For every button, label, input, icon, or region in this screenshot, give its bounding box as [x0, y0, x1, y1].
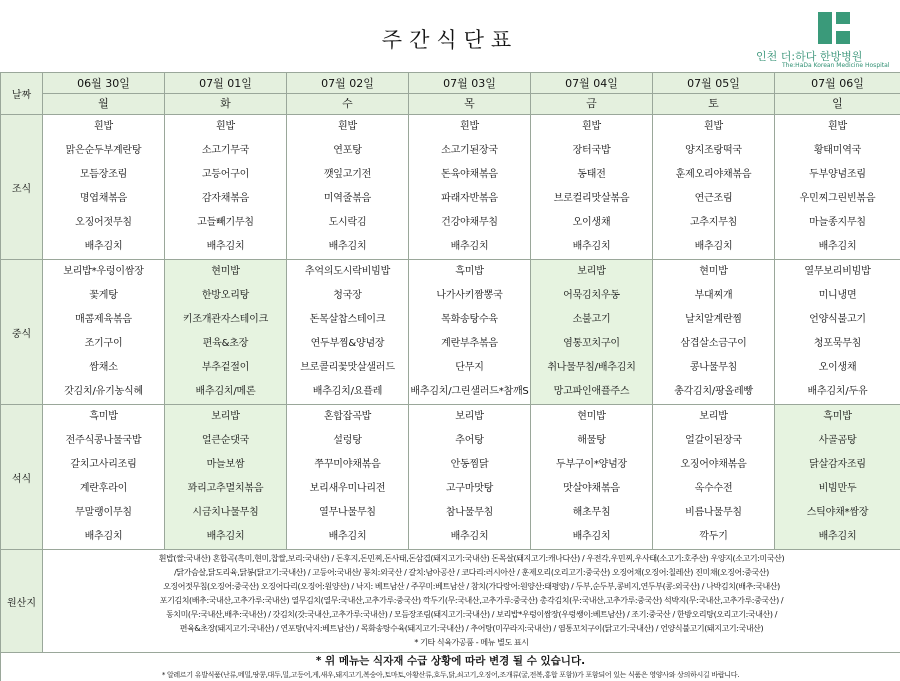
origin-row — [1, 550, 900, 653]
logo-korean-name: 인천 더:하다 한방병원 — [756, 50, 863, 63]
meal-label: 중식 — [1, 260, 43, 405]
menu-item: 오징어야채볶음 — [680, 459, 747, 470]
day-of-week: 일 — [832, 96, 843, 110]
origin-line: 흰밥(쌀:국내산) 혼합곡(흑미,현미,찹쌀,보리:국내산) / 돈후지,돈민찌,돈사태,돈삼겹(돼지고기:국내산) 돈목살(돼지고기:캐나다산) / 우전각,우민찌,우사태(소고기:호주산) 우양지(소고기:미국산) — [158, 554, 785, 563]
meal-cell — [165, 405, 287, 550]
meal-cell — [287, 260, 409, 405]
menu-item: 사골곰탕 — [818, 435, 857, 446]
menu-item: 혼합잡곡밥 — [323, 411, 372, 422]
menu-item: 흰밥 — [216, 121, 235, 132]
menu-item: 배추김치 — [328, 241, 367, 252]
menu-item: 배추김치/메론 — [195, 386, 256, 397]
menu-item: 열무보리비빔밥 — [804, 266, 871, 277]
menu-item: 염통꼬치구이 — [563, 338, 620, 349]
menu-item: 감자채볶음 — [201, 193, 250, 204]
menu-item: 배추김치 — [818, 241, 857, 252]
menu-item: 청포묵무침 — [813, 338, 862, 349]
menu-item: 배추김치 — [450, 531, 489, 542]
day-header-2 — [287, 73, 409, 115]
date-row-label: 날짜 — [1, 73, 43, 115]
menu-item: 모듬장조림 — [79, 169, 128, 180]
notice-row — [1, 653, 900, 681]
menu-item: 설렁탕 — [333, 435, 362, 446]
menu-item: 어묵김치우동 — [563, 290, 620, 301]
menu-item: 해초무침 — [572, 507, 611, 518]
meal-cell — [775, 115, 900, 260]
menu-item: 건강야채무침 — [441, 217, 498, 228]
menu-item: 깻잎고기전 — [323, 169, 372, 180]
menu-item: 흰밥 — [582, 121, 601, 132]
menu-item: 키조개관자스테이크 — [182, 314, 269, 325]
menu-item: 돈육야채볶음 — [441, 169, 498, 180]
day-date: 07월 06일 — [775, 74, 900, 94]
meal-cell — [653, 260, 775, 405]
meal-cell — [531, 260, 653, 405]
day-of-week: 목 — [464, 96, 475, 110]
menu-item: 소고기무국 — [201, 145, 250, 156]
meal-cell — [653, 115, 775, 260]
menu-item: 꽈리고추멸치볶음 — [187, 483, 264, 494]
menu-item: 오이생채 — [572, 217, 611, 228]
day-header-6 — [775, 73, 900, 115]
menu-item: 고추지무침 — [689, 217, 738, 228]
menu-item: 스틱야채*쌈장 — [806, 507, 869, 518]
meal-cell — [43, 115, 165, 260]
meal-cell — [775, 260, 900, 405]
menu-item: 미역줄볶음 — [323, 193, 372, 204]
menu-item: 흰밥 — [338, 121, 357, 132]
logo-english-name: The:HaDa Korean Medicine Hospital — [782, 62, 890, 69]
menu-item: 맑은순두부계란탕 — [65, 145, 142, 156]
menu-item: 부추겉절이 — [201, 362, 250, 373]
menu-item: 갓김치/유기농식혜 — [64, 386, 143, 397]
menu-item: 시금치나물무침 — [192, 507, 259, 518]
menu-item: 흰밥 — [704, 121, 723, 132]
menu-item: 흑미밥 — [89, 411, 118, 422]
menu-item: 오이생채 — [818, 362, 857, 373]
menu-item: 배추김치 — [572, 531, 611, 542]
menu-item: 추어탕 — [455, 435, 484, 446]
menu-item: 흰밥 — [828, 121, 847, 132]
menu-item: 쭈꾸미야채볶음 — [314, 459, 381, 470]
day-date: 07월 02일 — [287, 74, 408, 94]
menu-item: 깍두기 — [699, 531, 728, 542]
menu-item: 추억의도시락비빔밥 — [304, 266, 391, 277]
menu-item: 맛살야채볶음 — [563, 483, 620, 494]
hospital-logo-icon — [818, 12, 854, 44]
day-header-1 — [165, 73, 287, 115]
day-date: 07월 01일 — [165, 74, 286, 94]
menu-item: 쌈채소 — [89, 362, 118, 373]
origin-line: 오징어젓무침(오징어:중국산) 오징어다리(오징어:원양산) / 낙지: 베트남산 / 주꾸미:베트남산 / 참치(가다랑어:원양산:태평양) / 두부,순두부,콩비지,연두부(콩:외국산) / 나박김치(배추:국내산) — [163, 582, 780, 591]
menu-item: 마늘종지무침 — [809, 217, 866, 228]
notice-allergy: * 알레르기 유발식품(난류,메밀,땅콩,대두,밀,고등어,게,새우,돼지고기,복숭아,토마토,아황산류,호두,닭,쇠고기,오징어,조개류(굴,전복,홍합 포함))가 포함되어 있는 식품은 영양사와 상의하시길 바랍니다. — [161, 671, 740, 679]
menu-item: 계란부추볶음 — [441, 338, 498, 349]
menu-item: 계란후라이 — [79, 483, 128, 494]
menu-item: 보리밥 — [699, 411, 728, 422]
menu-item: 총각김치/팡올레빵 — [674, 386, 753, 397]
menu-item: 현미밥 — [699, 266, 728, 277]
menu-item: 고구마맛탕 — [445, 483, 494, 494]
menu-item: 참나물무침 — [445, 507, 494, 518]
day-header-4 — [531, 73, 653, 115]
origin-line: 편육&초장(돼지고기:국내산) / 연포탕(낙지:베트남산) / 목화송탕수육(돼지고기:국내산) / 추어탕(미꾸라지:국내산) / 염통꼬치구이(닭고기:국내산) / 언양식불고기(돼지고기:국내산) — [179, 624, 764, 633]
origin-line: 동치미(무:국내산,배추:국내산) / 갓김치(갓:국내산,고추가루:국내산) / 모듬장조림(돼지고기:국내산) / 보리밥*우렁이쌈장(우렁쌩이:베트남산) / 조기:중국산 / 한방오리탕(오리고기:국내산) / — [165, 610, 778, 619]
menu-item: 고등어구이 — [201, 169, 250, 180]
menu-item: 소고기된장국 — [441, 145, 498, 156]
day-header-5 — [653, 73, 775, 115]
menu-item: 배추김치 — [328, 531, 367, 542]
menu-item: 얼갈이된장국 — [685, 435, 742, 446]
menu-item: 배추김치/그린샐러드*참깨S — [410, 386, 529, 397]
menu-item: 연근조림 — [694, 193, 733, 204]
menu-item: 콩나물무침 — [689, 362, 738, 373]
menu-item: 해물탕 — [577, 435, 606, 446]
meal-cell — [409, 115, 531, 260]
notice-main: * 위 메뉴는 식자재 수급 상황에 따라 변경 될 수 있습니다. — [315, 655, 586, 667]
menu-item: 닭살감자조림 — [809, 459, 866, 470]
menu-item: 단무지 — [455, 362, 484, 373]
menu-item: 양지조랑떡국 — [685, 145, 742, 156]
menu-item: 배추김치 — [818, 531, 857, 542]
menu-item: 소불고기 — [572, 314, 611, 325]
menu-item: 얼큰순댓국 — [201, 435, 250, 446]
origin-info — [43, 550, 900, 653]
menu-item: 목화송탕수육 — [441, 314, 498, 325]
menu-item: 흑미밥 — [823, 411, 852, 422]
day-date: 06월 30일 — [43, 74, 164, 94]
day-header-0 — [43, 73, 165, 115]
origin-line: * 기타 식육가공품 - 메뉴 별도 표시 — [414, 638, 529, 647]
menu-item: 매콤제육볶음 — [75, 314, 132, 325]
meal-cell — [409, 405, 531, 550]
menu-item: 보리밥 — [211, 411, 240, 422]
menu-item: 옥수수전 — [694, 483, 733, 494]
hospital-logo — [752, 8, 900, 68]
menu-item: 고들빼기무침 — [197, 217, 254, 228]
meal-label: 조식 — [1, 115, 43, 260]
menu-item: 우민찌그린빈볶음 — [799, 193, 876, 204]
meal-cell — [165, 115, 287, 260]
menu-item: 배추김치 — [450, 241, 489, 252]
menu-item: 오징어젓무침 — [75, 217, 132, 228]
meal-cell — [531, 115, 653, 260]
day-of-week: 수 — [342, 96, 353, 110]
header — [0, 0, 900, 70]
menu-item: 현미밥 — [577, 411, 606, 422]
menu-item: 한방오리탕 — [201, 290, 250, 301]
menu-item: 전주식콩나물국밥 — [65, 435, 142, 446]
menu-item: 훈제오리야채볶음 — [675, 169, 752, 180]
day-of-week: 금 — [586, 96, 597, 110]
menu-item: 망고파인애플주스 — [553, 386, 630, 397]
day-of-week: 월 — [98, 96, 109, 110]
day-date: 07월 03일 — [409, 74, 530, 94]
menu-item: 동태전 — [577, 169, 606, 180]
menu-item: 조기구이 — [84, 338, 123, 349]
menu-item: 보리밥 — [577, 266, 606, 277]
menu-item: 안동찜닭 — [450, 459, 489, 470]
menu-item: 날치알계란찜 — [685, 314, 742, 325]
menu-item: 배추김치 — [84, 531, 123, 542]
menu-item: 배추김치/요플레 — [312, 386, 383, 397]
meal-cell — [287, 405, 409, 550]
menu-item: 보리새우미나리전 — [309, 483, 386, 494]
meal-cell — [531, 405, 653, 550]
menu-item: 도시락김 — [328, 217, 367, 228]
menu-item: 흰밥 — [94, 121, 113, 132]
menu-item: 배추김치 — [206, 531, 245, 542]
menu-item: 편육&초장 — [202, 338, 249, 349]
menu-item: 갈치고사리조림 — [70, 459, 137, 470]
meal-row-2 — [1, 405, 900, 550]
menu-item: 황태미역국 — [813, 145, 862, 156]
menu-item: 무말랭이무침 — [75, 507, 132, 518]
meal-cell — [775, 405, 900, 550]
origin-label: 원산지 — [1, 550, 43, 653]
menu-item: 배추김치/두유 — [807, 386, 868, 397]
notice — [1, 653, 900, 681]
menu-item: 보리밥 — [455, 411, 484, 422]
menu-item: 두부구이*양념장 — [555, 459, 628, 470]
menu-item: 꽃게탕 — [89, 290, 118, 301]
day-header-3 — [409, 73, 531, 115]
meal-row-0 — [1, 115, 900, 260]
day-date: 07월 05일 — [653, 74, 774, 94]
menu-item: 나가사키짬뽕국 — [436, 290, 503, 301]
menu-item: 돈목살찹스테이크 — [309, 314, 386, 325]
menu-item: 비름나물무침 — [685, 507, 742, 518]
menu-item: 장터국밥 — [572, 145, 611, 156]
meal-cell — [409, 260, 531, 405]
menu-item: 언양식불고기 — [809, 314, 866, 325]
menu-item: 보리밥*우렁이쌈장 — [63, 266, 144, 277]
date-header-row — [1, 73, 900, 115]
menu-item: 흰밥 — [460, 121, 479, 132]
day-of-week: 토 — [708, 96, 719, 110]
meal-row-1 — [1, 260, 900, 405]
menu-item: 삼겹살소금구이 — [680, 338, 747, 349]
menu-item: 부대찌개 — [694, 290, 733, 301]
menu-item: 파래자반볶음 — [441, 193, 498, 204]
menu-item: 연포탕 — [333, 145, 362, 156]
menu-item: 마늘보쌈 — [206, 459, 245, 470]
day-of-week: 화 — [220, 96, 231, 110]
origin-line: 포기김치(배추:국내산,고추가루:국내산) 열무김치(열무:국내산,고추가루:중국산) 깍두기(무:국내산,고추가루:중국산) 총각김치(무:국내산,고추가루:중국산) 석박지(무:국내산,고추가루:중국산) / — [159, 596, 784, 605]
meal-label: 석식 — [1, 405, 43, 550]
menu-item: 브로콜리꽃맛살샐러드 — [300, 362, 395, 373]
meal-cell — [287, 115, 409, 260]
weekly-menu-table — [0, 72, 900, 681]
menu-item: 흑미밥 — [455, 266, 484, 277]
menu-item: 열무나물무침 — [319, 507, 376, 518]
page-title: 주간식단표 — [381, 28, 519, 52]
menu-item: 배추김치 — [84, 241, 123, 252]
menu-item: 배추김치 — [694, 241, 733, 252]
menu-item: 배추김치 — [572, 241, 611, 252]
menu-item: 두부양념조림 — [809, 169, 866, 180]
meal-cell — [165, 260, 287, 405]
menu-item: 브로컬리맛살볶음 — [553, 193, 630, 204]
origin-line: /닭가슴살,닭도리육,닭봉(닭고기:국내산) / 고등어:국내산/ 꽁치:외국산 / 갈치:남아공산 / 코다리:러시아산 / 훈제오리(오리고기:중국산) 오징어채(오징어:칠레산) 진미채(오징어:중국산) — [174, 568, 769, 577]
menu-item: 연두부찜&양념장 — [310, 338, 385, 349]
meal-cell — [43, 405, 165, 550]
menu-item: 현미밥 — [211, 266, 240, 277]
meal-cell — [653, 405, 775, 550]
menu-item: 배추김치 — [206, 241, 245, 252]
menu-item: 비빔만두 — [818, 483, 857, 494]
menu-item: 취나물무침/배추김치 — [547, 362, 636, 373]
menu-item: 청국장 — [333, 290, 362, 301]
menu-item: 명엽채볶음 — [79, 193, 128, 204]
day-date: 07월 04일 — [531, 74, 652, 94]
menu-item: 미니냉면 — [818, 290, 857, 301]
meal-cell — [43, 260, 165, 405]
